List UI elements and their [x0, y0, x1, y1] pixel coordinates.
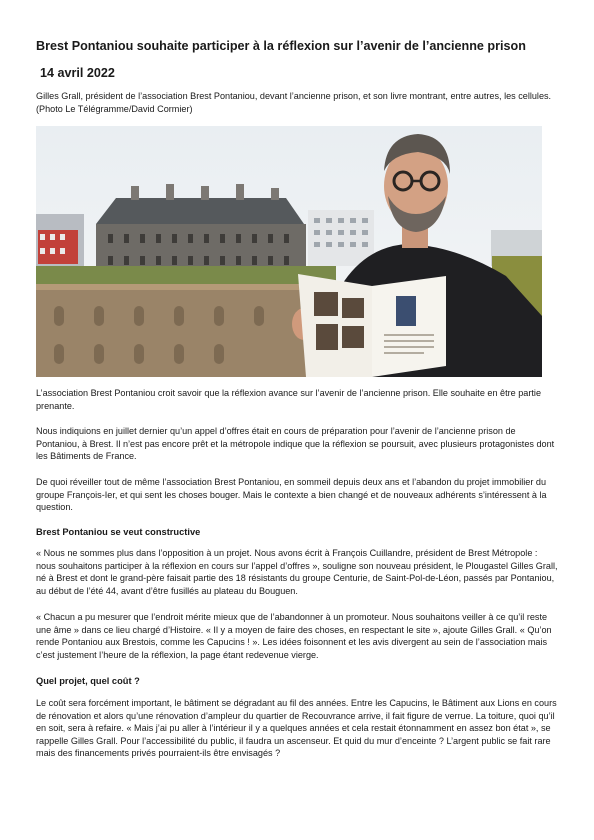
article-date: 14 avril 2022 [40, 66, 115, 80]
paragraph-6: Le coût sera forcément important, le bâtiment se dégradant au fil des années. Entre les Capucins, le Bâtiment aux Lions en cours de rénovation et alors qu’une rénovation d’ampleur du quartier de Recouvrance arrive, il fait figure de verrue. La toiture, quoi qu’il en soit, sera à refaire. « Mais j’ai pu aller à l’intérieur il y a quelques années et cela restait étonnamment en assez bon état », se rappelle Gilles Grall. Pour l’accessibilité du public, il faudra un ascenseur. Et quid du mur d’enceinte ? L’argent public se fait rare mais des financements privés pourraient-ils être envisagés ? [36, 698, 557, 759]
paragraph-4: « Nous ne sommes plus dans l’opposition à un projet. Nous avons écrit à François Cuillandre, président de Brest Métropole : nous souhaitons participer à la réflexion en cours sur l’appel d’offres », souligne son nouveau président, le Plougastel Gilles Grall, né à Brest et dont le grand-père faisait partie des 18 résistants du groupe Centurie, de Saint-Pol-de-Léon, passés par Pontaniou, au début de l’été 44, avant d’être fusillés au plateau du Bouguen. [36, 548, 558, 596]
subheading-project-cost: Quel projet, quel coût ? [36, 676, 140, 686]
photo-caption: Gilles Grall, président de l’association Brest Pontaniou, devant l’ancienne prison, et son livre montrant, entre autres, les cellules. (Photo Le Télégramme/David Cormier) [36, 91, 552, 114]
prison-photo-illustration [36, 126, 542, 377]
subheading-constructive: Brest Pontaniou se veut constructive [36, 527, 201, 537]
paragraph-5: « Chacun a pu mesurer que l’endroit mérite mieux que de l’abandonner à un promoteur. Nous souhaitons veiller à ce qu’il reste une âme » dans ce lieu chargé d’Histoire. « Il y a moyen de faire des choses, en respectant le site », ajoute Gilles Grall. « Qu’on rende Pontaniou aux Brestois, comme les Capucins ! ». Les idées foisonnent et les avis divergent au sein de l’association mais c’est justement l’heure de la réflexion, la page étant redevenue vierge. [36, 612, 552, 660]
paragraph-1: L’association Brest Pontaniou croit savoir que la réflexion avance sur l’avenir de l’ancienne prison. Elle souhaite en être partie prenante. [36, 388, 541, 411]
paragraph-3: De quoi réveiller tout de même l’association Brest Pontaniou, en sommeil depuis deux ans et l’abandon du projet immobilier du groupe François-Ier, et qui sent les choses bouger. Mais le contexte a bien changé et de nouveaux adhérents s’intéressent à la question. [36, 477, 547, 513]
paragraph-2: Nous indiquions en juillet dernier qu’un appel d’offres était en cours de préparation pour l’avenir de l’ancienne prison de Pontaniou, à Brest. Il n’est pas encore prêt et la métropole indique que la réflexion se poursuit, avec plusieurs protagonistes dont les Bâtiments de France. [36, 426, 555, 462]
article-title: Brest Pontaniou souhaite participer à la réflexion sur l’avenir de l’ancienne prison [36, 39, 526, 53]
article-photo [36, 126, 542, 377]
